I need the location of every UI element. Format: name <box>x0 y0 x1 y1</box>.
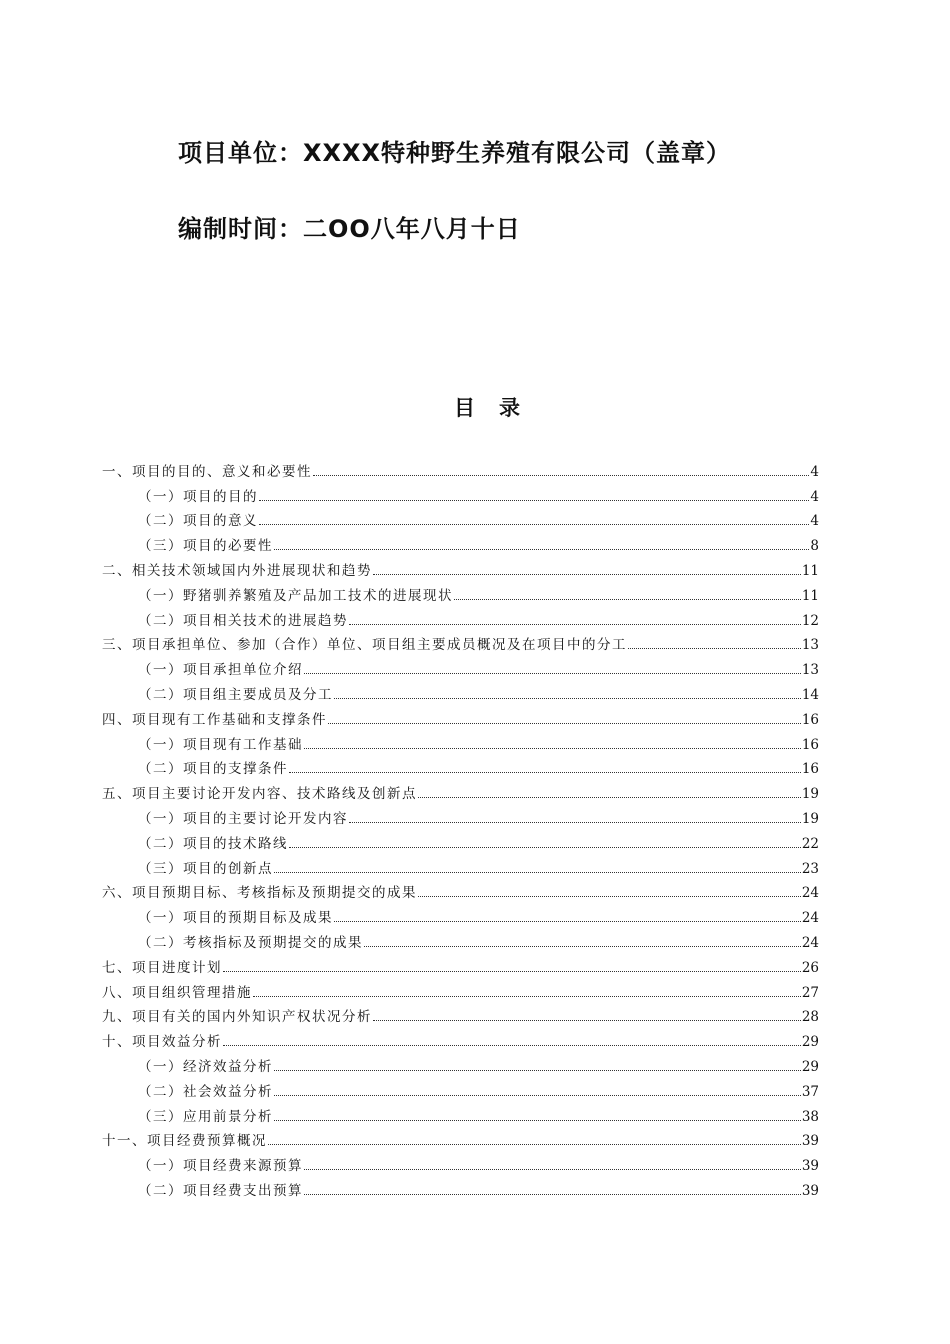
toc-dot-leader <box>289 846 801 848</box>
toc-dot-leader <box>364 945 801 947</box>
toc-dot-leader <box>454 598 801 600</box>
toc-entry-page: 37 <box>801 1083 819 1100</box>
toc-entry[interactable] <box>102 480 819 505</box>
toc-entry-label: 十、项目效益分析 <box>102 1034 222 1051</box>
toc-entry[interactable] <box>102 554 819 579</box>
project-unit-line: 项目单位：XXXX特种野生养殖有限公司（盖章） <box>178 139 732 167</box>
toc-dot-leader <box>289 771 801 773</box>
toc-dot-leader <box>349 623 801 625</box>
toc-entry[interactable] <box>102 1149 819 1174</box>
toc-entry-label: （二）社会效益分析 <box>138 1083 273 1100</box>
toc-dot-leader <box>304 672 801 674</box>
toc-dot-leader <box>274 871 801 873</box>
toc-entry[interactable] <box>102 629 819 654</box>
toc-entry-label: 九、项目有关的国内外知识产权状况分析 <box>102 1009 372 1026</box>
toc-entry-label: （一）野猪驯养繁殖及产品加工技术的进展现状 <box>138 587 453 604</box>
toc-entry-page: 39 <box>801 1133 819 1150</box>
toc-entry[interactable] <box>102 728 819 753</box>
toc-entry-label: （二）项目经费支出预算 <box>138 1182 303 1199</box>
toc-entry[interactable] <box>102 753 819 778</box>
toc-dot-leader <box>223 1044 801 1046</box>
toc-entry-page: 39 <box>801 1182 819 1199</box>
toc-entry-label: （三）项目的创新点 <box>138 860 273 877</box>
toc-dot-leader <box>274 548 809 550</box>
compile-date-line: 编制时间：二OO八年八月十日 <box>178 215 521 243</box>
toc-dot-leader <box>418 796 801 798</box>
toc-entry-page: 4 <box>810 488 819 505</box>
toc-dot-leader <box>349 821 801 823</box>
toc-entry-page: 19 <box>801 786 819 803</box>
toc-entry-page: 28 <box>801 1009 819 1026</box>
toc-entry-page: 29 <box>801 1058 819 1075</box>
toc-entry-label: （三）应用前景分析 <box>138 1108 273 1125</box>
toc-entry[interactable] <box>102 1100 819 1125</box>
toc-dot-leader <box>223 970 801 972</box>
toc-entry[interactable] <box>102 455 819 480</box>
toc-entry[interactable] <box>102 1174 819 1199</box>
toc-entry-page: 39 <box>801 1158 819 1175</box>
toc-dot-leader <box>334 697 801 699</box>
toc-dot-leader <box>328 722 801 724</box>
toc-dot-leader <box>304 1168 801 1170</box>
toc-entry-label: （二）项目组主要成员及分工 <box>138 686 333 703</box>
toc-entry-page: 14 <box>801 686 819 703</box>
toc-entry-page: 4 <box>810 513 819 530</box>
toc-entry-page: 16 <box>801 711 819 728</box>
toc-entry-label: （一）项目的预期目标及成果 <box>138 910 333 927</box>
toc-entry-label: （二）项目的支撑条件 <box>138 761 288 778</box>
toc-entry[interactable] <box>102 777 819 802</box>
toc-entry[interactable] <box>102 1075 819 1100</box>
toc-entry[interactable] <box>102 852 819 877</box>
toc-entry-label: 八、项目组织管理措施 <box>102 984 252 1001</box>
toc-entry[interactable] <box>102 802 819 827</box>
toc-dot-leader <box>334 920 801 922</box>
toc-entry[interactable] <box>102 877 819 902</box>
toc-entry-label: （一）项目经费来源预算 <box>138 1158 303 1175</box>
toc-entry-page: 19 <box>801 810 819 827</box>
toc-entry[interactable] <box>102 579 819 604</box>
toc-entry[interactable] <box>102 951 819 976</box>
toc-entry-label: （三）项目的必要性 <box>138 538 273 555</box>
toc-entry-label: （二）项目相关技术的进展趋势 <box>138 612 348 629</box>
toc-entry-label: （二）项目的意义 <box>138 513 258 530</box>
toc-entry-label: （二）项目的技术路线 <box>138 835 288 852</box>
toc-entry[interactable] <box>102 604 819 629</box>
toc-entry-label: （一）项目承担单位介绍 <box>138 662 303 679</box>
toc-entry-page: 29 <box>801 1034 819 1051</box>
toc-entry-label: 四、项目现有工作基础和支撑条件 <box>102 711 327 728</box>
toc-entry[interactable] <box>102 1025 819 1050</box>
toc-title: 目录 <box>454 396 544 420</box>
toc-dot-leader <box>313 474 809 476</box>
toc-dot-leader <box>259 499 809 501</box>
toc-entry[interactable] <box>102 678 819 703</box>
toc-dot-leader <box>628 647 801 649</box>
toc-entry[interactable] <box>102 703 819 728</box>
toc-dot-leader <box>268 1143 801 1145</box>
toc-entry-label: 五、项目主要讨论开发内容、技术路线及创新点 <box>102 786 417 803</box>
toc-entry-label: （二）考核指标及预期提交的成果 <box>138 934 363 951</box>
toc-dot-leader <box>274 1069 801 1071</box>
toc-entry-page: 24 <box>801 885 819 902</box>
toc-entry[interactable] <box>102 1125 819 1150</box>
toc-entry[interactable] <box>102 505 819 530</box>
toc-entry-page: 38 <box>801 1108 819 1125</box>
toc-entry-label: 一、项目的目的、意义和必要性 <box>102 463 312 480</box>
toc-entry[interactable] <box>102 529 819 554</box>
toc-entry-page: 12 <box>801 612 819 629</box>
toc-entry[interactable] <box>102 1050 819 1075</box>
toc-dot-leader <box>274 1119 801 1121</box>
toc-entry-label: 二、相关技术领域国内外进展现状和趋势 <box>102 562 372 579</box>
toc-entry-page: 24 <box>801 934 819 951</box>
toc-dot-leader <box>373 573 801 575</box>
toc-entry[interactable] <box>102 1001 819 1026</box>
toc-entry[interactable] <box>102 653 819 678</box>
toc-entry-label: （一）项目的目的 <box>138 488 258 505</box>
toc-entry[interactable] <box>102 901 819 926</box>
toc-dot-leader <box>259 523 809 525</box>
toc-dot-leader <box>274 1094 801 1096</box>
toc-entry[interactable] <box>102 976 819 1001</box>
table-of-contents <box>102 455 819 1199</box>
toc-entry-page: 13 <box>801 662 819 679</box>
toc-entry-page: 13 <box>801 637 819 654</box>
toc-dot-leader <box>373 1019 801 1021</box>
toc-entry-page: 22 <box>801 835 819 852</box>
toc-entry-page: 11 <box>801 562 819 579</box>
toc-dot-leader <box>418 895 801 897</box>
toc-dot-leader <box>304 1193 801 1195</box>
toc-dot-leader <box>304 747 801 749</box>
toc-entry-label: （一）项目现有工作基础 <box>138 736 303 753</box>
toc-entry-label: 十一、项目经费预算概况 <box>102 1133 267 1150</box>
toc-entry-page: 24 <box>801 910 819 927</box>
toc-entry-page: 23 <box>801 860 819 877</box>
toc-entry-label: 七、项目进度计划 <box>102 959 222 976</box>
toc-entry-page: 27 <box>801 984 819 1001</box>
toc-entry-label: （一）经济效益分析 <box>138 1058 273 1075</box>
toc-entry-page: 26 <box>801 959 819 976</box>
toc-entry-label: 六、项目预期目标、考核指标及预期提交的成果 <box>102 885 417 902</box>
toc-entry-label: （一）项目的主要讨论开发内容 <box>138 810 348 827</box>
toc-entry[interactable] <box>102 827 819 852</box>
toc-entry-page: 16 <box>801 761 819 778</box>
toc-entry-label: 三、项目承担单位、参加（合作）单位、项目组主要成员概况及在项目中的分工 <box>102 637 627 654</box>
toc-entry-page: 16 <box>801 736 819 753</box>
toc-entry-page: 4 <box>810 463 819 480</box>
toc-entry[interactable] <box>102 926 819 951</box>
toc-entry-page: 8 <box>810 538 819 555</box>
toc-entry-page: 11 <box>801 587 819 604</box>
toc-dot-leader <box>253 995 801 997</box>
